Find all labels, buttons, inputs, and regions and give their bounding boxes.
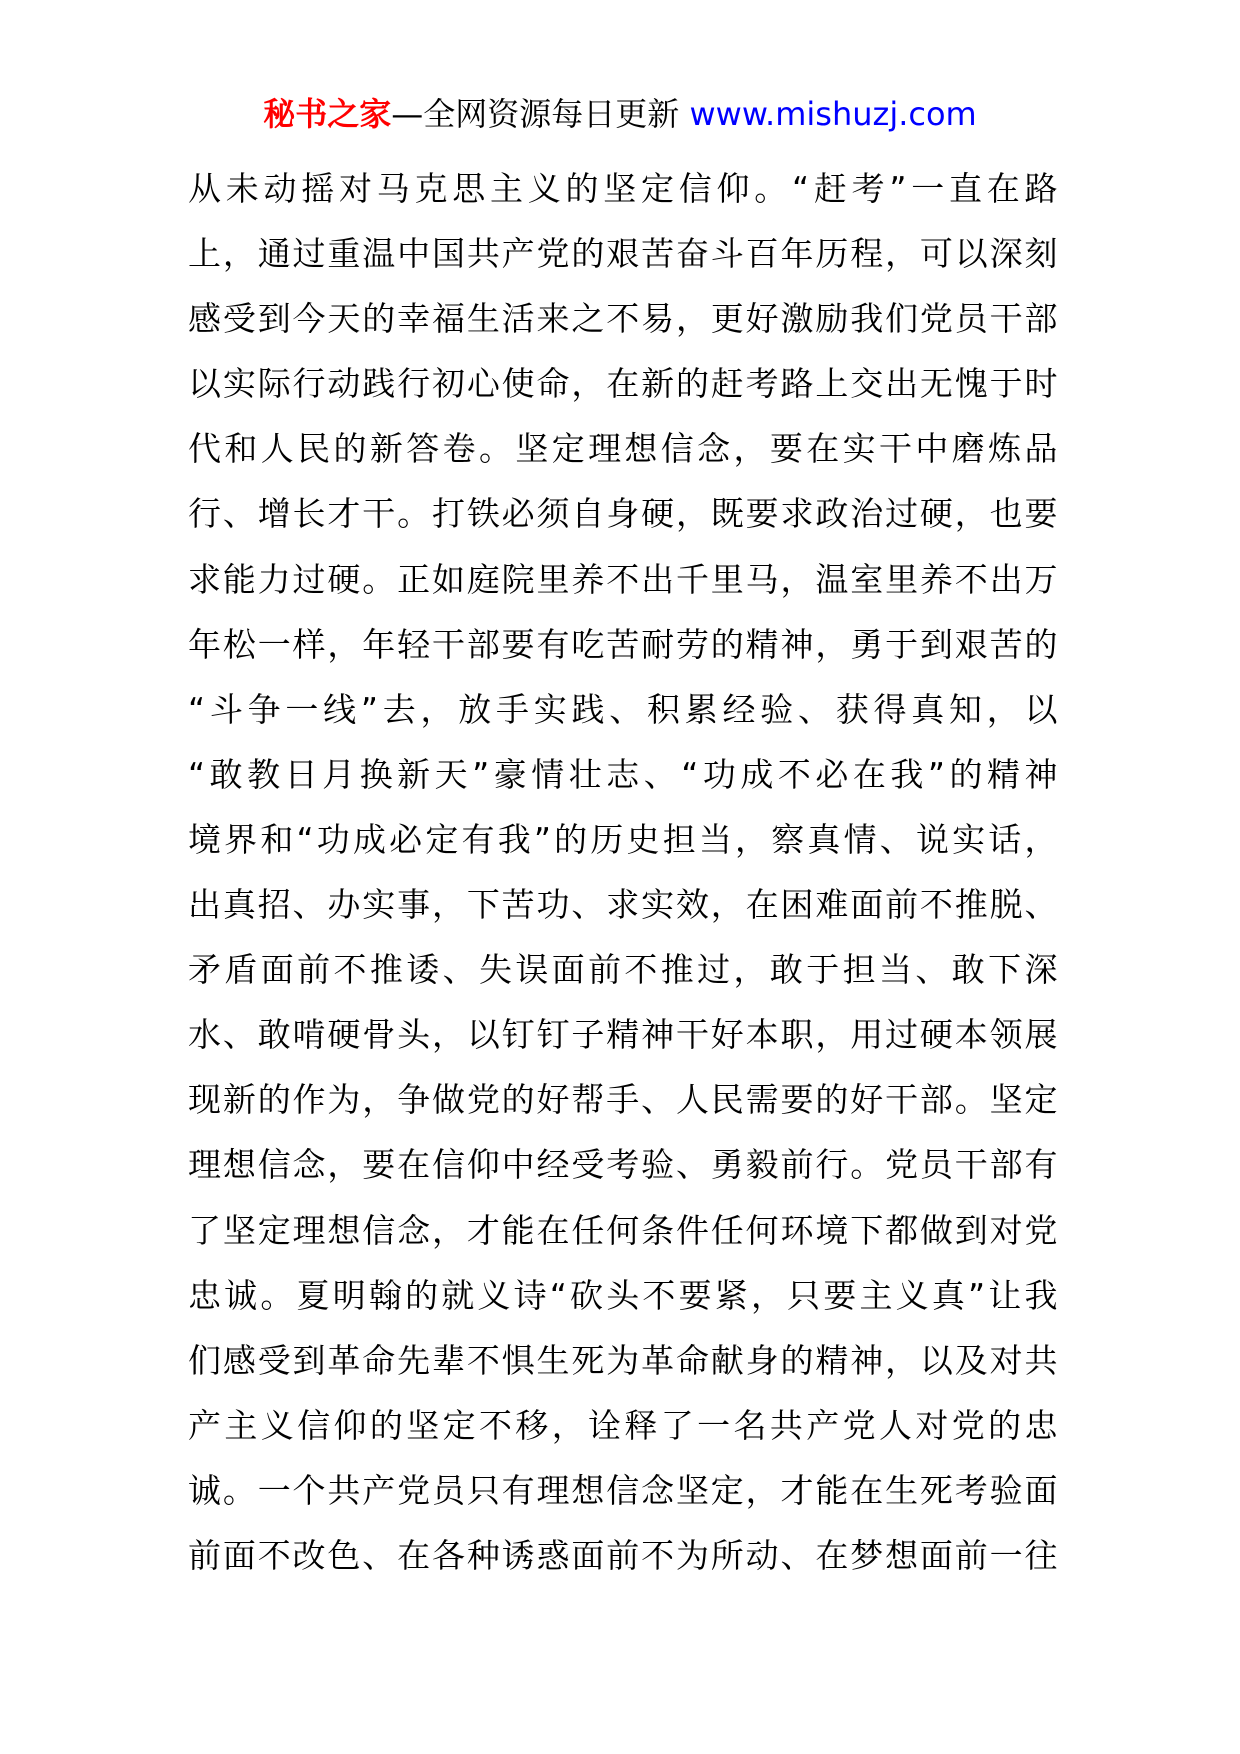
text-line: 从未动摇对马克思主义的坚定信仰。“赶考”一直在路	[188, 169, 1058, 208]
text-line: 以实际行动践行初心使命，在新的赶考路上交出无愧于时	[188, 364, 1058, 404]
text-line: 境界和“功成必定有我”的历史担当，察真情、说实话，	[188, 819, 1058, 859]
document-body	[188, 156, 1058, 1588]
text-line: 产主义信仰的坚定不移，诠释了一名共产党人对党的忠	[188, 1405, 1058, 1445]
text-line: “斗争一线”去，放手实践、积累经验、获得真知，以	[188, 689, 1058, 729]
brand-name: 秘书之家	[263, 95, 392, 133]
text-line: 上，通过重温中国共产党的艰苦奋斗百年历程，可以深刻	[188, 234, 1058, 274]
text-line: 矛盾面前不推诿、失误面前不推过，敢于担当、敢下深	[188, 950, 1058, 990]
text-line: 诚。一个共产党员只有理想信念坚定，才能在生死考验面	[188, 1470, 1058, 1510]
text-line: 代和人民的新答卷。坚定理想信念，要在实干中磨炼品	[188, 429, 1058, 469]
text-line: 水、敢啃硬骨头，以钉钉子精神干好本职，用过硬本领展	[188, 1015, 1058, 1055]
text-line: 了坚定理想信念，才能在任何条件任何环境下都做到对党	[188, 1210, 1058, 1250]
text-line: 年松一样，年轻干部要有吃苦耐劳的精神，勇于到艰苦的	[188, 624, 1058, 664]
site-url-link[interactable]: www.mishuzj.com	[689, 95, 977, 133]
text-line: 出真招、办实事，下苦功、求实效，在困难面前不推脱、	[188, 885, 1058, 925]
site-header	[0, 92, 1240, 136]
text-line: 求能力过硬。正如庭院里养不出千里马，温室里养不出万	[188, 559, 1058, 599]
header-tagline: —全网资源每日更新	[391, 95, 690, 133]
text-line: 们感受到革命先辈不惧生死为革命献身的精神，以及对共	[188, 1340, 1058, 1380]
text-line: 前面不改色、在各种诱惑面前不为所动、在梦想面前一往	[188, 1535, 1058, 1575]
text-line: 忠诚。夏明翰的就义诗“砍头不要紧，只要主义真”让我	[188, 1275, 1058, 1315]
text-line: “敢教日月换新天”豪情壮志、“功成不必在我”的精神	[188, 754, 1058, 794]
text-line: 感受到今天的幸福生活来之不易，更好激励我们党员干部	[188, 299, 1058, 339]
text-line: 现新的作为，争做党的好帮手、人民需要的好干部。坚定	[188, 1080, 1058, 1120]
text-line: 行、增长才干。打铁必须自身硬，既要求政治过硬，也要	[188, 494, 1058, 534]
text-line: 理想信念，要在信仰中经受考验、勇毅前行。党员干部有	[188, 1145, 1058, 1185]
